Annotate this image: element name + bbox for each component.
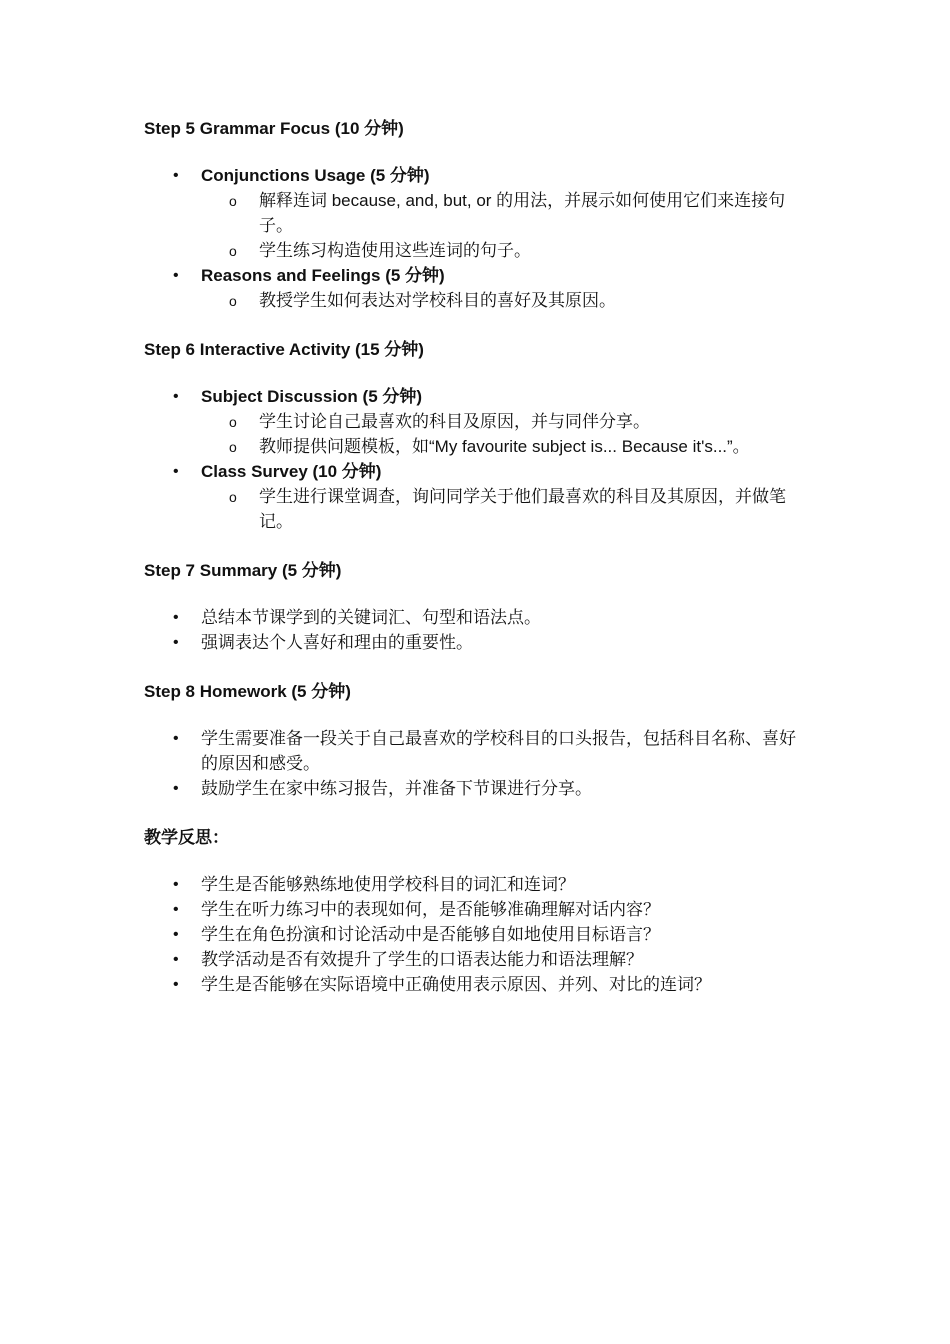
step6-section bbox=[144, 337, 809, 534]
reflection-list bbox=[144, 872, 809, 997]
list-item: • 学生是否能够在实际语境中正确使用表示原因、并列、对比的连词？ bbox=[144, 972, 809, 997]
sub-list bbox=[201, 484, 809, 534]
sub-list-item: o 学生进行课堂调查，询问同学关于他们最喜欢的科目及其原因，并做笔记。 bbox=[201, 484, 809, 534]
document-content bbox=[144, 116, 809, 1021]
list-item bbox=[144, 384, 809, 459]
step6-list bbox=[144, 384, 809, 534]
list-item: • 鼓励学生在家中练习报告，并准备下节课进行分享。 bbox=[144, 776, 809, 801]
reflection-section bbox=[144, 825, 809, 997]
list-item: • 学生需要准备一段关于自己最喜欢的学校科目的口头报告，包括科目名称、喜好的原因和感受。 bbox=[144, 726, 809, 776]
list-item bbox=[144, 459, 809, 534]
sub-list bbox=[201, 188, 809, 263]
list-item: • 强调表达个人喜好和理由的重要性。 bbox=[144, 630, 809, 655]
step7-section bbox=[144, 558, 809, 655]
list-item: • 学生是否能够熟练地使用学校科目的词汇和连词？ bbox=[144, 872, 809, 897]
class-survey-label: Class Survey (10 分钟) bbox=[201, 462, 382, 481]
sub-list-item: o 解释连词 because, and, but, or 的用法，并展示如何使用它们来连接句子。 bbox=[201, 188, 809, 238]
list-item: • 教学活动是否有效提升了学生的口语表达能力和语法理解？ bbox=[144, 947, 809, 972]
list-item bbox=[144, 163, 809, 263]
step5-section bbox=[144, 116, 809, 313]
step7-list bbox=[144, 605, 809, 655]
list-item: • 学生在角色扮演和讨论活动中是否能够自如地使用目标语言？ bbox=[144, 922, 809, 947]
step8-list bbox=[144, 726, 809, 801]
step8-section bbox=[144, 679, 809, 801]
reflection-heading: 教学反思： bbox=[144, 828, 229, 847]
step5-heading: Step 5 Grammar Focus (10 分钟) bbox=[144, 119, 404, 138]
step6-heading: Step 6 Interactive Activity (15 分钟) bbox=[144, 340, 424, 359]
sub-list bbox=[201, 409, 809, 459]
step5-list bbox=[144, 163, 809, 313]
step8-heading: Step 8 Homework (5 分钟) bbox=[144, 682, 351, 701]
list-item: • 总结本节课学到的关键词汇、句型和语法点。 bbox=[144, 605, 809, 630]
reasons-feelings-label: Reasons and Feelings (5 分钟) bbox=[201, 266, 445, 285]
list-item bbox=[144, 263, 809, 313]
sub-list-item: o 教授学生如何表达对学校科目的喜好及其原因。 bbox=[201, 288, 809, 313]
sub-list-item: o 教师提供问题模板，如“My favourite subject is... Because it's...”。 bbox=[201, 434, 809, 459]
sub-list-item: o 学生练习构造使用这些连词的句子。 bbox=[201, 238, 809, 263]
conjunctions-usage-label: Conjunctions Usage (5 分钟) bbox=[201, 166, 430, 185]
sub-list-item: o 学生讨论自己最喜欢的科目及原因，并与同伴分享。 bbox=[201, 409, 809, 434]
subject-discussion-label: Subject Discussion (5 分钟) bbox=[201, 387, 423, 406]
step7-heading: Step 7 Summary (5 分钟) bbox=[144, 561, 342, 580]
sub-list bbox=[201, 288, 809, 313]
list-item: • 学生在听力练习中的表现如何，是否能够准确理解对话内容？ bbox=[144, 897, 809, 922]
